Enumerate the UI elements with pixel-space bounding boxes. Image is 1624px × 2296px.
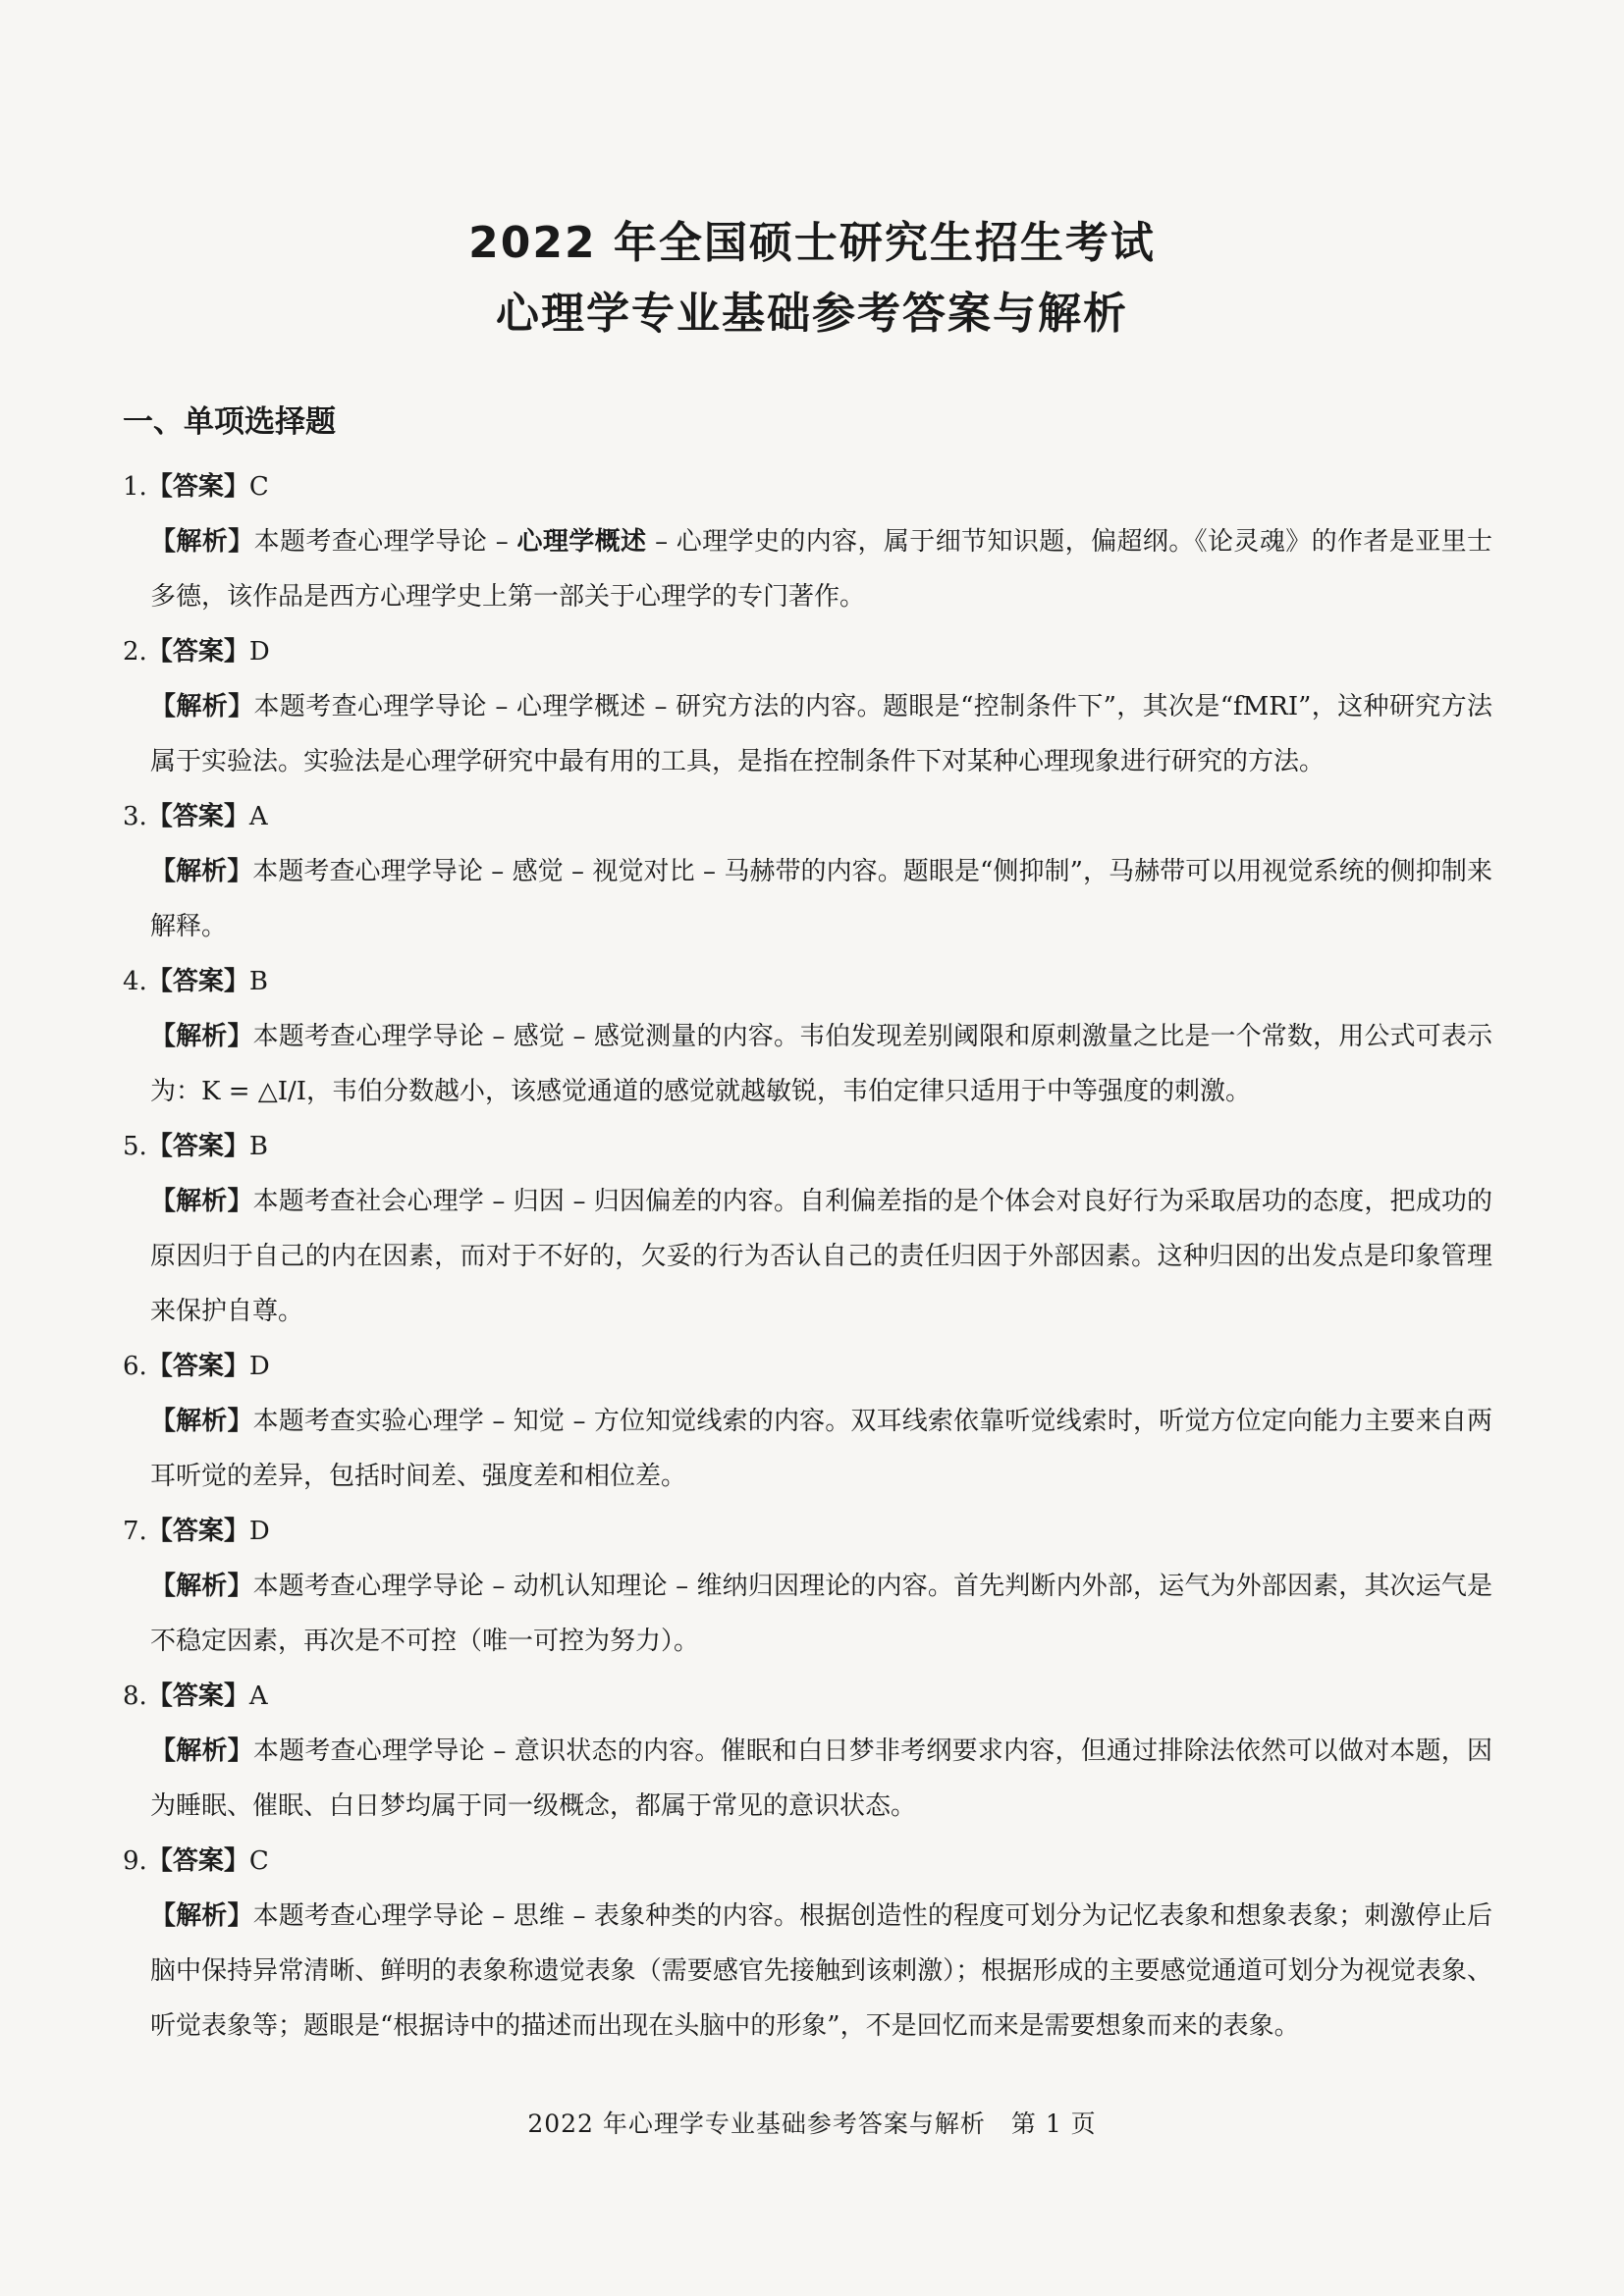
analysis-text — [150, 1724, 1492, 1834]
answer-line — [123, 1119, 1492, 1174]
analysis-text — [150, 1559, 1492, 1669]
answer-label: 【答案】 — [146, 967, 249, 996]
answer-line — [123, 459, 1492, 514]
answer-item-5 — [123, 1119, 1492, 1339]
analysis-text — [150, 1174, 1492, 1339]
item-number: 5. — [123, 1132, 147, 1161]
answer-value: B — [248, 1132, 268, 1161]
page-footer: 2022 年心理学专业基础参考答案与解析 第 1 页 — [527, 2109, 1097, 2138]
answer-value: B — [248, 967, 268, 996]
answer-label: 【答案】 — [146, 1846, 249, 1876]
answer-item-1 — [123, 459, 1492, 624]
answer-item-6 — [123, 1339, 1492, 1504]
answer-label: 【答案】 — [146, 472, 249, 502]
document-title-line2: 心理学专业基础参考答案与解析 — [496, 289, 1128, 339]
answer-line — [123, 1339, 1492, 1394]
answer-label: 【答案】 — [146, 1132, 249, 1161]
analysis-body: 本题考查心理学导论 – 思维 – 表象种类的内容。根据创造性的程度可划分为记忆表象和想象表象；刺激停止后脑中保持异常清晰、鲜明的表象称遗觉表象（需要感官先接触到该刺激）；根据形成的主要感觉通道可划分为视觉表象、听觉表象等；题眼是“根据诗中的描述而出现在头脑中的形象”，不是回忆而来是需要想象而来的表象。 — [150, 1901, 1492, 2041]
analysis-label: 【解析】 — [150, 527, 254, 557]
analysis-label: 【解析】 — [150, 692, 254, 721]
item-number: 4. — [123, 967, 147, 996]
item-number: 6. — [123, 1352, 147, 1381]
analysis-text — [150, 1394, 1492, 1504]
analysis-label: 【解析】 — [150, 1407, 253, 1436]
answer-line — [123, 789, 1492, 844]
answer-item-4 — [123, 954, 1492, 1119]
answer-label: 【答案】 — [146, 1352, 249, 1381]
answer-line — [123, 954, 1492, 1009]
item-number: 2. — [123, 637, 147, 667]
item-number: 9. — [123, 1846, 147, 1876]
answer-label: 【答案】 — [146, 1517, 249, 1546]
analysis-label: 【解析】 — [150, 1901, 253, 1931]
analysis-body: 本题考查社会心理学 – 归因 – 归因偏差的内容。自利偏差指的是个体会对良好行为采取居功的态度，把成功的原因归于自己的内在因素，而对于不好的，欠妥的行为否认自己的责任归因于外部因素。这种归因的出发点是印象管理来保护自尊。 — [150, 1187, 1492, 1326]
analysis-label: 【解析】 — [150, 1022, 253, 1051]
analysis-emphasis: 心理学概述 — [516, 527, 647, 557]
answer-item-7 — [123, 1504, 1492, 1669]
item-number: 7. — [123, 1517, 147, 1546]
answer-value: C — [248, 472, 269, 502]
analysis-text — [150, 844, 1492, 954]
answer-label: 【答案】 — [146, 1682, 249, 1711]
analysis-label: 【解析】 — [150, 1187, 253, 1216]
analysis-body: 本题考查心理学导论 – 动机认知理论 – 维纳归因理论的内容。首先判断内外部，运气为外部因素，其次运气是不稳定因素，再次是不可控（唯一可控为努力）。 — [150, 1572, 1492, 1656]
answer-label: 【答案】 — [146, 802, 249, 831]
document-title-line1: 2022 年全国硕士研究生招生考试 — [468, 218, 1156, 268]
answer-item-3 — [123, 789, 1492, 954]
item-number: 8. — [123, 1682, 147, 1711]
answer-line — [123, 1669, 1492, 1724]
answer-item-2 — [123, 624, 1492, 789]
answer-line — [123, 1834, 1492, 1889]
analysis-body: 本题考查心理学导论 – 感觉 – 视觉对比 – 马赫带的内容。题眼是“侧抑制”，马赫带可以用视觉系统的侧抑制来解释。 — [150, 857, 1492, 941]
analysis-body: 本题考查实验心理学 – 知觉 – 方位知觉线索的内容。双耳线索依靠听觉线索时，听觉方位定向能力主要来自两耳听觉的差异，包括时间差、强度差和相位差。 — [150, 1407, 1492, 1491]
analysis-part: – 心理学史的内容，属于细节知识题，偏超纲。《论灵魂》的作者是亚里士多德，该作品是西方心理学史上第一部关于心理学的专门著作。 — [150, 527, 1492, 612]
analysis-body: 本题考查心理学导论 – 感觉 – 感觉测量的内容。韦伯发现差别阈限和原刺激量之比是一个常数，用公式可表示为：K = △I/I，韦伯分数越小，该感觉通道的感觉就越敏锐，韦伯定律只适用于中等强度的刺激。 — [150, 1022, 1492, 1106]
answer-value: D — [248, 1517, 270, 1546]
answer-line — [123, 1504, 1492, 1559]
analysis-text — [150, 514, 1492, 624]
analysis-body: 本题考查心理学导论 – 心理学概述 – 研究方法的内容。题眼是“控制条件下”，其次是“fMRI”，这种研究方法属于实验法。实验法是心理学研究中最有用的工具，是指在控制条件下对某种心理现象进行研究的方法。 — [150, 692, 1492, 776]
answer-value: A — [248, 802, 268, 831]
answer-value: C — [248, 1846, 269, 1876]
answer-item-8 — [123, 1669, 1492, 1834]
analysis-part: 本题考查心理学导论 – — [253, 527, 517, 557]
analysis-body: 本题考查心理学导论 – 意识状态的内容。催眠和白日梦非考纲要求内容，但通过排除法依然可以做对本题，因为睡眠、催眠、白日梦均属于同一级概念，都属于常见的意识状态。 — [150, 1736, 1492, 1821]
analysis-label: 【解析】 — [150, 1572, 253, 1601]
item-number: 1. — [123, 472, 147, 502]
answer-value: A — [248, 1682, 268, 1711]
answer-value: D — [248, 637, 270, 667]
analysis-text — [150, 1889, 1492, 2054]
analysis-label: 【解析】 — [150, 857, 253, 886]
analysis-label: 【解析】 — [150, 1736, 253, 1766]
answer-label: 【答案】 — [146, 637, 249, 667]
answer-list — [123, 459, 1492, 2054]
answer-item-9 — [123, 1834, 1492, 2054]
analysis-text — [150, 679, 1492, 789]
section-heading: 一、单项选择题 — [123, 404, 336, 440]
analysis-text — [150, 1009, 1492, 1119]
answer-value: D — [248, 1352, 270, 1381]
item-number: 3. — [123, 802, 147, 831]
answer-line — [123, 624, 1492, 679]
